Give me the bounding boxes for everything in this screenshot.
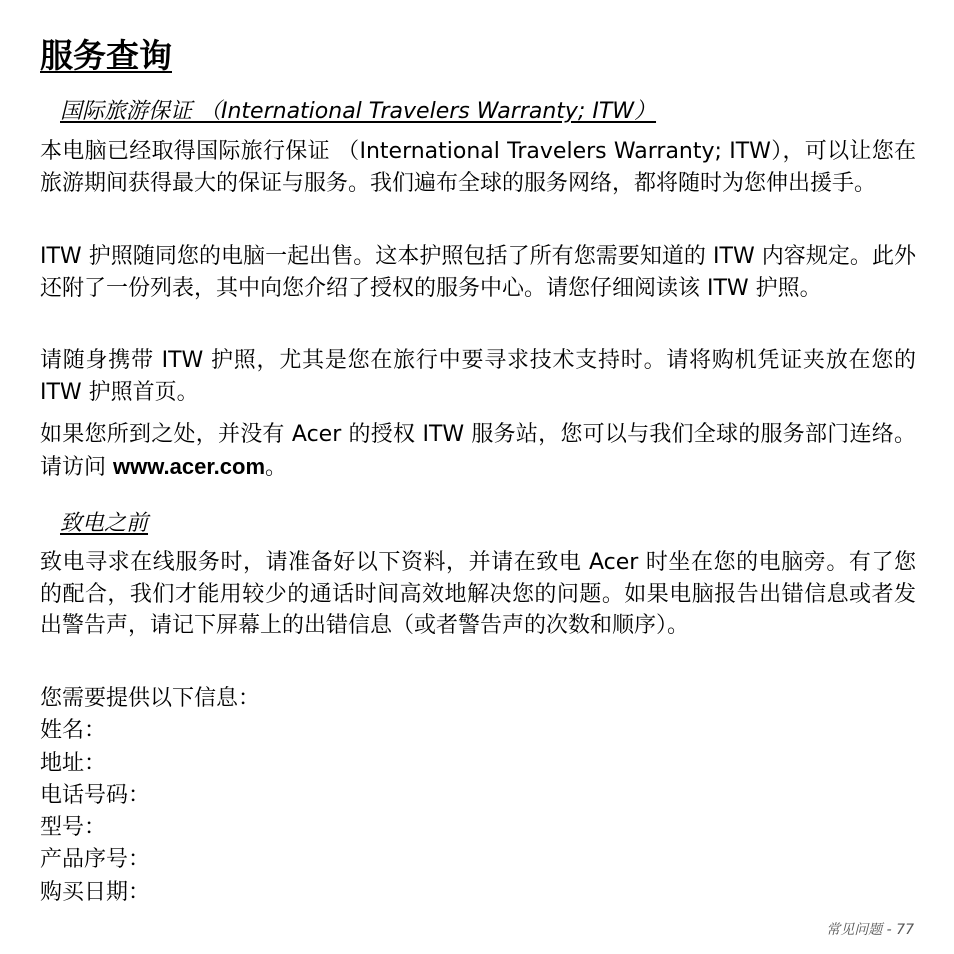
itw-paragraph-2: ITW 护照随同您的电脑一起出售。这本护照包括了所有您需要知道的 ITW 内容规定。此外还附了一份列表，其中向您介绍了授权的服务中心。请您仔细阅读该 ITW 护照。 <box>40 244 916 301</box>
itw-paragraph-3: 请随身携带 ITW 护照，尤其是您在旅行中要寻求技术支持时。请将购机凭证夹放在您的 ITW 护照首页。 <box>40 348 916 405</box>
section-heading-before-calling: 致电之前 <box>60 511 149 536</box>
info-item-phone: 电话号码： <box>40 782 151 808</box>
itw-paragraph-1: 本电脑已经取得国际旅行保证 （International Travelers Warranty; ITW），可以让您在旅游期间获得最大的保证与服务。我们遍布全球的服务网络，都将随时为您伸出援手。 <box>40 139 916 196</box>
itw-paragraph-4 <box>40 419 916 483</box>
page-footer: 常见问题 - 77 <box>826 922 914 938</box>
info-item-name: 姓名： <box>40 718 107 744</box>
itw-paragraph-4-text: 如果您所到之处，并没有 Acer 的授权 ITW 服务站，您可以与我们全球的服务部门连络。请访问 <box>40 422 916 480</box>
info-item-serial: 产品序号： <box>40 847 151 873</box>
section-heading-itw: 国际旅游保证 （International Travelers Warranty; ITW） <box>60 99 657 124</box>
info-item-purchase-date: 购买日期： <box>40 879 151 905</box>
info-item-model: 型号： <box>40 815 107 841</box>
info-list-intro: 您需要提供以下信息： <box>40 686 261 711</box>
itw-paragraph-4-end: 。 <box>265 454 288 480</box>
before-calling-paragraph: 致电寻求在线服务时，请准备好以下资料，并请在致电 Acer 时坐在您的电脑旁。有了您的配合，我们才能用较少的通话时间高效地解决您的问题。如果电脑报告出错信息或者发出警告声，请记下屏幕上的出错信息（或者警告声的次数和顺序）。 <box>40 550 916 638</box>
info-list <box>40 683 260 909</box>
page-title: 服务查询 <box>40 36 172 75</box>
info-item-address: 地址： <box>40 750 107 776</box>
acer-website-link[interactable]: www.acer.com <box>113 453 266 479</box>
